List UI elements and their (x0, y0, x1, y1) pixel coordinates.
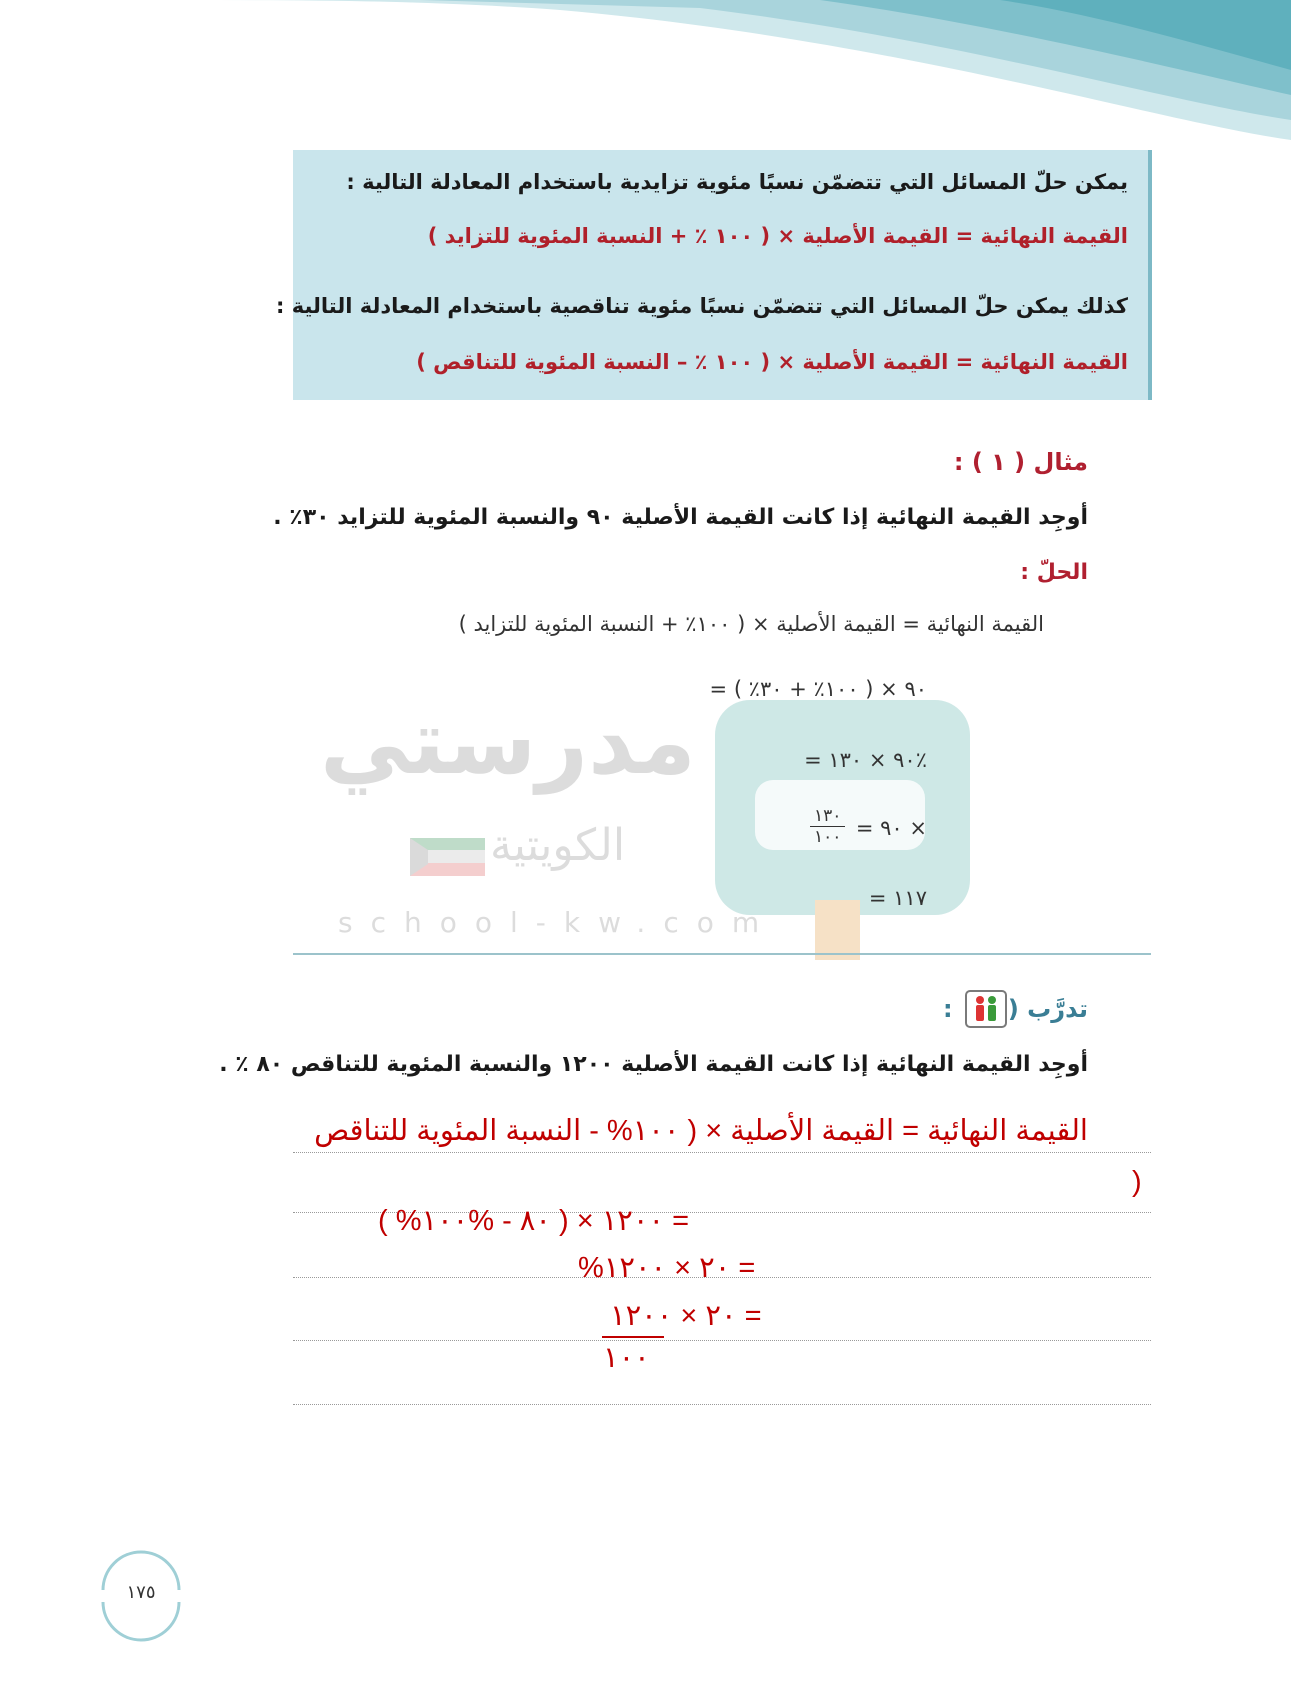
formula-decrease: القيمة النهائية = القيمة الأصلية × ( ١٠٠ ٪ – النسبة المئوية للتناقص ) (416, 350, 1128, 374)
two-students-icon (965, 990, 1007, 1028)
rule-line-increase: يمكن حلّ المسائل التي تتضمّن نسبًا مئوية تزايدية باستخدام المعادلة التالية : (346, 170, 1128, 194)
answer-formula: القيمة النهائية = القيمة الأصلية × ( ١٠٠% - النسبة المئوية للتناقص (314, 1115, 1088, 1147)
answer-formula-close: ) (1132, 1166, 1142, 1198)
answer-line-4 (293, 1340, 1151, 1341)
solution-step-substitute: = ٩٠ × ( ١٠٠٪ + ٣٠٪ ) (709, 677, 927, 701)
answer-step-subtract: %٢٠ × ١٢٠٠ = (578, 1252, 756, 1284)
top-decorative-band (0, 0, 1291, 150)
solution-step-formula: القيمة النهائية = القيمة الأصلية × ( ١٠٠٪ + النسبة المئوية للتزايد ) (458, 612, 1044, 636)
fraction-numerator: ١٣٠ (810, 806, 845, 827)
watermark-subtitle: الكويتية (490, 820, 626, 871)
answer-step-fraction: ٢٠ × ١٢٠٠ = (610, 1300, 762, 1332)
kuwait-flag-icon (410, 838, 485, 876)
answer-step-substitute: ( %٨٠ - %١٠٠ ) × ١٢٠٠ = (378, 1205, 690, 1237)
solution-step-add: = ٩٠ × ١٣٠٪ (804, 748, 927, 772)
section-divider (293, 953, 1151, 955)
answer-fraction-bar (602, 1336, 664, 1338)
rule-line-decrease: كذلك يمكن حلّ المسائل التي تتضمّن نسبًا مئوية تناقصية باستخدام المعادلة التالية : (276, 294, 1128, 318)
practice-question: أوجِد القيمة النهائية إذا كانت القيمة الأصلية ١٢٠٠ والنسبة المئوية للتناقص ٨٠ ٪ . (219, 1052, 1088, 1077)
answer-fraction-denominator: ١٠٠ (603, 1342, 650, 1374)
answer-line-1 (293, 1152, 1151, 1153)
solution-fraction (810, 806, 845, 847)
example-heading: مثال ( ١ ) : (953, 448, 1088, 476)
practice-colon: : (943, 995, 953, 1023)
solution-label: الحلّ : (1020, 560, 1088, 585)
fraction-denominator: ١٠٠ (814, 827, 842, 847)
solution-step-fraction: = ٩٠ × (855, 816, 927, 840)
rule-box (276, 150, 1152, 400)
formula-increase: القيمة النهائية = القيمة الأصلية × ( ١٠٠ ٪ + النسبة المئوية للتزايد ) (427, 224, 1128, 248)
watermark-url: school-kw.com (338, 906, 778, 939)
solution-step-result: = ١١٧ (868, 886, 927, 910)
answer-line-5 (293, 1404, 1151, 1405)
practice-heading: تدرَّب ( (1007, 995, 1088, 1023)
example-question: أوجِد القيمة النهائية إذا كانت القيمة الأصلية ٩٠ والنسبة المئوية للتزايد ٣٠٪ . (273, 505, 1088, 530)
watermark-title: مدرستي (320, 690, 696, 795)
page-number: ١٧٥ (126, 1582, 156, 1603)
